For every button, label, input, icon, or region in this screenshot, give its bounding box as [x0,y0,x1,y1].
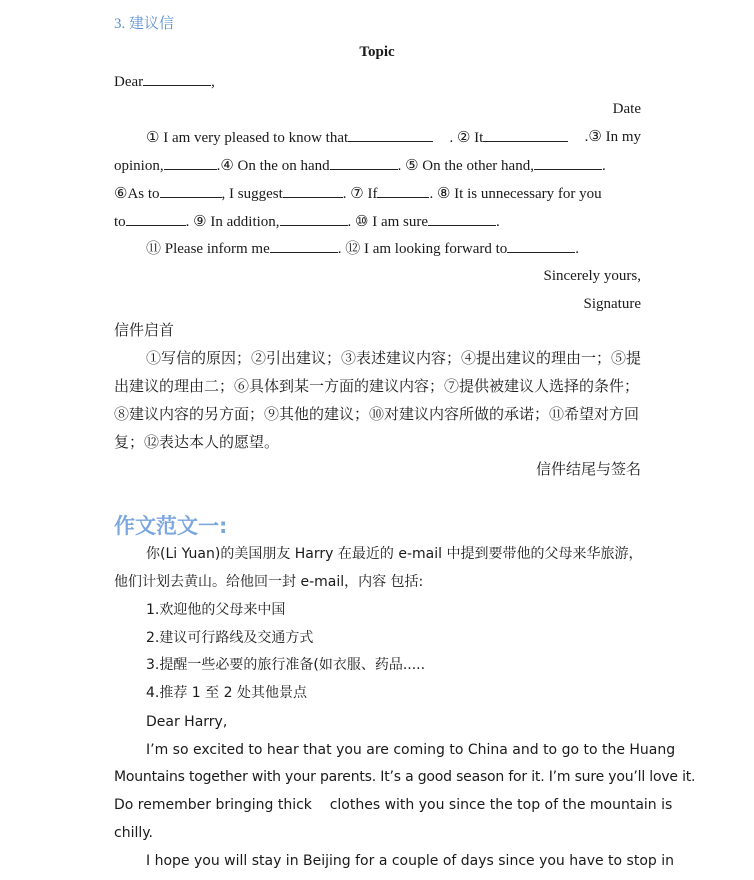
explanation-line: ①写信的原因；②引出建议；③表述建议内容；④提出建议的理由一；⑤提 [146,351,642,367]
section-title: 3. 建议信 [114,16,175,32]
template-part: .④ On the on hand [216,158,330,174]
blank [270,238,338,253]
template-part: .③ In my [584,129,641,145]
template-part: opinion, [114,158,164,174]
requirement-item: 2.建议可行路线及交通方式 [146,630,314,646]
template-line-4 [114,211,500,232]
template-text [449,127,568,148]
opening-label: 信件启首 [114,323,175,339]
blank [143,71,211,86]
template-part: . ⑨ In addition, [185,214,280,230]
template-part: , I suggest [221,186,283,202]
requirement-item: 4.推荐 1 至 2 处其他景点 [146,685,307,701]
blank [164,155,217,170]
template-part: . ⑧ It is unnecessary for you [429,186,602,202]
template-part: . [575,241,580,257]
requirement-item: 3.提醒一些必要的旅行准备(如衣服、药品..... [146,657,426,673]
essay-heading: 作文范文一: [114,514,228,538]
letter-body-line: I’m so excited to hear that you are coming to China and to go to the Huang [146,742,676,758]
blank [330,155,398,170]
template-part: to [114,214,126,230]
blank [534,155,602,170]
blank [483,127,568,142]
dear-label: Dear [114,74,144,90]
salutation [114,71,215,92]
template-part: . [601,158,606,174]
template-part: . ⑩ I am sure [347,214,429,230]
template-part: ① I am very pleased to know that [146,130,349,146]
template-line-2 [114,155,606,176]
explanation-line: 出建议的理由二；⑥具体到某一方面的建议内容；⑦提供被建议人选择的条件； [114,379,640,395]
signature: Signature [583,296,641,312]
blank [507,238,575,253]
topic-title: Topic [359,44,395,60]
letter-body-line: Do remember bringing thick clothes with you since the top of the mountain is [114,797,673,813]
date-label: Date [612,101,641,117]
prompt-line: 你(Li Yuan)的美国朋友 Harry 在最近的 e-mail 中提到要带他的父母来华旅游， [146,546,643,562]
blank [160,183,222,198]
template-line-5 [146,238,579,259]
template-text [146,127,433,148]
template-line-1 [146,127,641,148]
template-part: . [496,214,500,230]
letter-body-line: chilly. [114,825,153,841]
template-part: . ⑤ On the other hand, [397,158,534,174]
template-part: . ⑫ I am looking forward to [337,241,508,257]
blank [428,211,496,226]
blank [280,211,348,226]
template-part: ⑥As to [114,186,160,202]
letter-greeting: Dear Harry, [146,714,228,730]
explanation-line: 复；⑫表达本人的愿望。 [114,435,280,451]
template-line-3 [114,183,602,204]
blank [126,211,186,226]
template-part: ⑪ Please inform me [146,241,270,257]
explanation-line: ⑧建议内容的另方面；⑨其他的建议；⑩对建议内容所做的承诺；⑪希望对方回 [114,407,640,423]
prompt-line: 他们计划去黄山。给他回一封 e-mail，内容 包括: [114,574,424,590]
closing: Sincerely yours, [543,268,641,284]
blank [348,127,433,142]
letter-body-line: I hope you will stay in Beijing for a couple of days since you have to stop in [146,853,675,869]
blank [283,183,343,198]
letter-body-line: Mountains together with your parents. It’s a good season for it. I’m sure you’ll love it. [114,769,696,785]
blank [377,183,429,198]
requirement-item: 1.欢迎他的父母来中国 [146,602,286,618]
ending-label: 信件结尾与签名 [535,462,641,478]
template-part: . ⑦ If [342,186,378,202]
comma: , [211,74,215,90]
template-part: . ② It [449,130,484,146]
